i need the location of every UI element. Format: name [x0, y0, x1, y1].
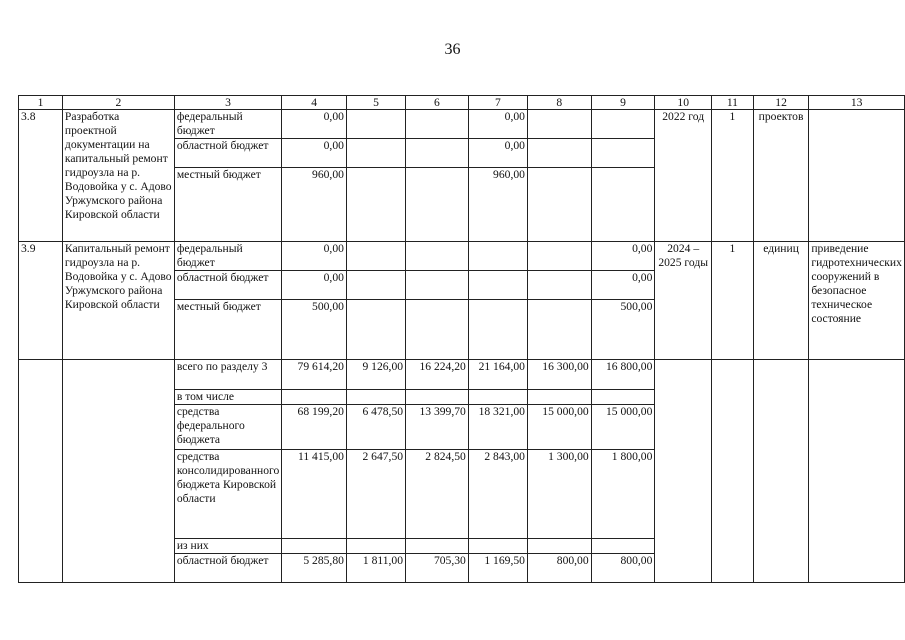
value-cell: 0,00 — [591, 242, 655, 271]
value-cell: 0,00 — [468, 139, 527, 168]
value-cell: 0,00 — [282, 139, 347, 168]
unit-cell: проектов — [753, 110, 809, 242]
row-number: 3.8 — [19, 110, 63, 242]
total-label: средства консолидированного бюджета Кировской области — [174, 450, 281, 539]
value-cell: 960,00 — [468, 168, 527, 242]
value-cell: 16 800,00 — [591, 360, 655, 390]
total-label: всего по разделу 3 — [174, 360, 281, 390]
funding-source: областной бюджет — [174, 271, 281, 300]
value-cell: 18 321,00 — [468, 405, 527, 450]
value-cell: 1 800,00 — [591, 450, 655, 539]
result-cell — [809, 110, 905, 242]
value-cell: 13 399,70 — [406, 405, 469, 450]
program-table — [18, 95, 905, 583]
page-number: 36 — [444, 41, 461, 58]
value-cell: 68 199,20 — [282, 405, 347, 450]
value-cell: 1 811,00 — [346, 554, 405, 583]
col-header: 10 — [655, 96, 712, 110]
table-row — [19, 110, 905, 139]
funding-source: федеральный бюджет — [174, 242, 281, 271]
measure-name: Капитальный ремонт гидроузла на р. Водовойка у с. Адово Уржумского района Кировской области — [62, 242, 174, 360]
funding-source: федеральный бюджет — [174, 110, 281, 139]
value-cell: 800,00 — [591, 554, 655, 583]
value-cell: 6 478,50 — [346, 405, 405, 450]
col-header: 2 — [62, 96, 174, 110]
value-cell: 705,30 — [406, 554, 469, 583]
value-cell: 15 000,00 — [527, 405, 591, 450]
col-header: 4 — [282, 96, 347, 110]
row-number: 3.9 — [19, 242, 63, 360]
value-cell: 15 000,00 — [591, 405, 655, 450]
col-header: 5 — [346, 96, 405, 110]
column-number-row — [19, 96, 905, 110]
measure-name: Разработка проектной документации на капитальный ремонт гидроузла на р. Водовойка у с. Адово Уржумского района Кировской области — [62, 110, 174, 242]
total-row — [19, 360, 905, 390]
value-cell: 0,00 — [591, 271, 655, 300]
value-cell: 0,00 — [282, 110, 347, 139]
period-cell: 2022 год — [655, 110, 712, 242]
value-cell: 16 224,20 — [406, 360, 469, 390]
indicator-value: 1 — [712, 110, 754, 242]
value-cell: 960,00 — [282, 168, 347, 242]
col-header: 9 — [591, 96, 655, 110]
col-header: 12 — [753, 96, 809, 110]
col-header: 6 — [406, 96, 469, 110]
value-cell: 79 614,20 — [282, 360, 347, 390]
total-label: в том числе — [174, 390, 281, 405]
total-label: из них — [174, 539, 281, 554]
indicator-value: 1 — [712, 242, 754, 360]
col-header: 3 — [174, 96, 281, 110]
value-cell: 1 300,00 — [527, 450, 591, 539]
funding-source: местный бюджет — [174, 300, 281, 360]
value-cell: 16 300,00 — [527, 360, 591, 390]
col-header: 11 — [712, 96, 754, 110]
value-cell: 5 285,80 — [282, 554, 347, 583]
col-header: 8 — [527, 96, 591, 110]
value-cell: 9 126,00 — [346, 360, 405, 390]
table-row — [19, 242, 905, 271]
value-cell: 500,00 — [591, 300, 655, 360]
value-cell: 500,00 — [282, 300, 347, 360]
unit-cell: единиц — [753, 242, 809, 360]
value-cell: 0,00 — [282, 242, 347, 271]
col-header: 1 — [19, 96, 63, 110]
value-cell: 21 164,00 — [468, 360, 527, 390]
value-cell: 11 415,00 — [282, 450, 347, 539]
col-header: 7 — [468, 96, 527, 110]
value-cell: 2 824,50 — [406, 450, 469, 539]
total-label: областной бюджет — [174, 554, 281, 583]
value-cell: 0,00 — [468, 110, 527, 139]
value-cell: 0,00 — [282, 271, 347, 300]
total-label: средства федерального бюджета — [174, 405, 281, 450]
value-cell: 1 169,50 — [468, 554, 527, 583]
funding-source: местный бюджет — [174, 168, 281, 242]
result-cell: приведение гидротехнических сооружений в безопасное техническое состояние — [809, 242, 905, 360]
col-header: 13 — [809, 96, 905, 110]
value-cell: 2 647,50 — [346, 450, 405, 539]
funding-source: областной бюджет — [174, 139, 281, 168]
value-cell: 2 843,00 — [468, 450, 527, 539]
value-cell: 800,00 — [527, 554, 591, 583]
period-cell: 2024 – 2025 годы — [655, 242, 712, 360]
